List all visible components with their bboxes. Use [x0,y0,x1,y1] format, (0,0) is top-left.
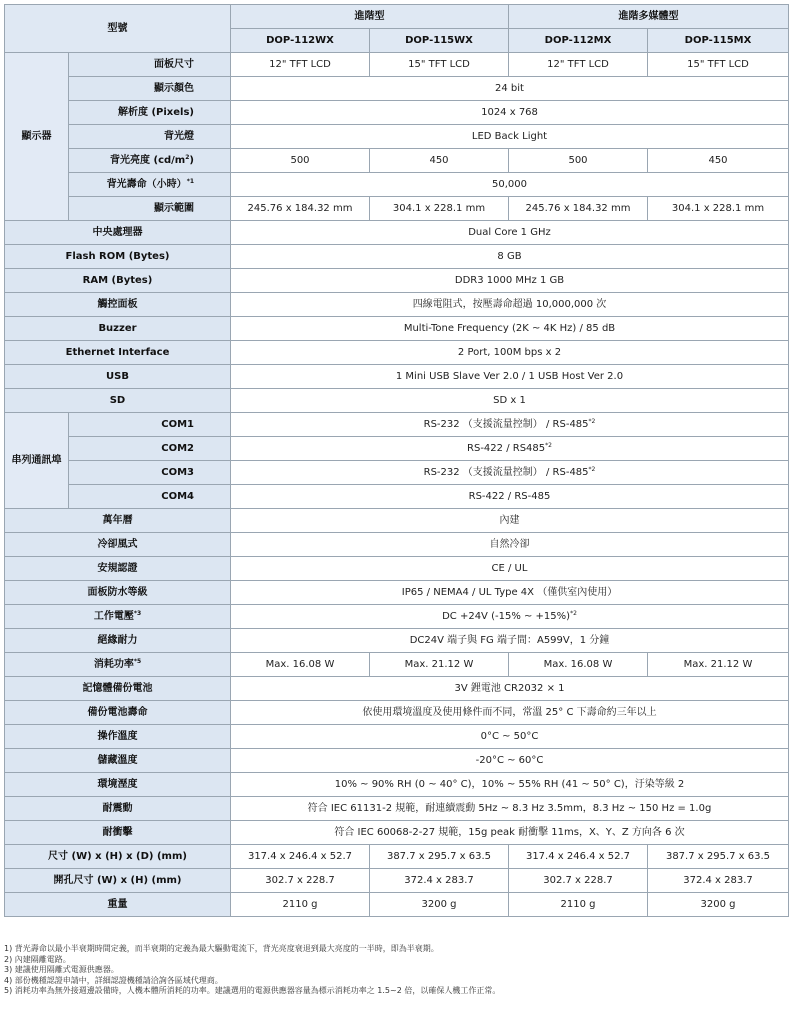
cell-value: SD x 1 [231,389,789,413]
model-name: DOP-115WX [370,29,509,53]
row-label: Buzzer [5,317,231,341]
table-row [5,269,789,293]
cell-value: 內建 [231,509,789,533]
cell-value: CE / UL [231,557,789,581]
table-row [5,845,789,869]
table-row [5,365,789,389]
cell-value: 自然冷卻 [231,533,789,557]
cell-value: 2 Port, 100M bps x 2 [231,341,789,365]
cell-value: 8 GB [231,245,789,269]
footnote: 2) 內建隔離電路。 [4,954,71,964]
cell-value: 15" TFT LCD [370,53,509,77]
table-row [5,581,789,605]
row-label [69,149,231,173]
cell-value: Dual Core 1 GHz [231,221,789,245]
cell-value [231,605,789,629]
cell-value [231,437,789,461]
row-label: 顯示範圍 [69,197,231,221]
cell-value: 3V 鋰電池 CR2032 × 1 [231,677,789,701]
cell-value: 50,000 [231,173,789,197]
row-label: COM1 [69,413,231,437]
table-row [5,341,789,365]
table-row [5,413,789,437]
footnote: 3) 建議使用隔離式電源供應器。 [4,965,119,974]
row-label: 背光燈 [69,125,231,149]
footnote-ref: *2 [588,417,596,425]
cell-value: 1 Mini USB Slave Ver 2.0 / 1 USB Host Ver 2.0 [231,365,789,389]
table-row [5,797,789,821]
table-row [5,509,789,533]
group-label-serial: 串列通訊埠 [5,413,69,509]
table-row [5,389,789,413]
cell-value: IP65 / NEMA4 / UL Type 4X （僅供室內使用） [231,581,789,605]
row-label: 備份電池壽命 [5,701,231,725]
row-label: 解析度 (Pixels) [69,101,231,125]
cell-value: 302.7 x 228.7 [231,869,370,893]
footnote-ref: *2 [588,465,596,473]
table-row [5,101,789,125]
row-label [5,605,231,629]
row-label: 耐震動 [5,797,231,821]
cell-value: DC24V 端子與 FG 端子間：A599V，1 分鐘 [231,629,789,653]
cell-value: 2110 g [231,893,370,917]
cell-value: 304.1 x 228.1 mm [370,197,509,221]
row-label [5,653,231,677]
row-label [69,173,231,197]
table-row [5,893,789,917]
table-row [5,77,789,101]
cell-value: 3200 g [370,893,509,917]
footnote-ref: *2 [570,609,577,617]
table-row [5,557,789,581]
footnote-ref: *1 [186,177,194,185]
cell-value: 3200 g [648,893,789,917]
table-row [5,125,789,149]
row-label-text: 消耗功率 [93,658,134,670]
footnote-ref: 2 [185,153,190,161]
group-label-display: 顯示器 [5,53,69,221]
cell-value: 10% ~ 90% RH (0 ~ 40° C)，10% ~ 55% RH (41 ~ 50° C)，汙染等級 2 [231,773,789,797]
row-label: 記憶體備份電池 [5,677,231,701]
table-row [5,749,789,773]
cell-value: Max. 16.08 W [231,653,370,677]
cell-value: 304.1 x 228.1 mm [648,197,789,221]
row-label: 開孔尺寸 (W) x (H) (mm) [5,869,231,893]
cell-value: 四線電阻式，按壓壽命超過 10,000,000 次 [231,293,789,317]
table-row [5,461,789,485]
spec-table [4,4,789,917]
row-label: Flash ROM (Bytes) [5,245,231,269]
cell-value: 372.4 x 283.7 [648,869,789,893]
cell-value: LED Back Light [231,125,789,149]
table-row [5,437,789,461]
cell-value: 387.7 x 295.7 x 63.5 [648,845,789,869]
table-row [5,317,789,341]
table-row [5,653,789,677]
group-header-multimedia: 進階多媒體型 [509,5,789,29]
cell-value-text: RS-422 / RS485 [467,442,546,454]
footnote: 4) 部份機種認證申請中，詳細認證機種請洽詢各區域代理商。 [4,975,223,985]
row-label: 安規認證 [5,557,231,581]
row-label: 觸控面板 [5,293,231,317]
cell-value: Max. 16.08 W [509,653,648,677]
cell-value: 依使用環境溫度及使用條件而不同，常溫 25° C 下壽命約三年以上 [231,701,789,725]
footnote: 1) 背光壽命以最小半衰期時間定義，而半衰期的定義為最大驅動電流下，背光亮度衰退到最大亮度的一半時，即為半衰期。 [4,944,439,953]
cell-value: 245.76 x 184.32 mm [231,197,370,221]
table-row [5,53,789,77]
cell-value: 12" TFT LCD [509,53,648,77]
row-label: USB [5,365,231,389]
table-row [5,605,789,629]
row-label: 絕緣耐力 [5,629,231,653]
row-label: 冷卻風式 [5,533,231,557]
footnotes [4,944,786,997]
row-label-text: 背光亮度 (cd/m [110,154,186,166]
cell-value: 1024 x 768 [231,101,789,125]
table-row [5,485,789,509]
cell-value: DDR3 1000 MHz 1 GB [231,269,789,293]
row-label: 面板防水等級 [5,581,231,605]
table-row [5,725,789,749]
model-name: DOP-115MX [648,29,789,53]
row-label: COM3 [69,461,231,485]
group-header-advanced: 進階型 [231,5,509,29]
cell-value: 12" TFT LCD [231,53,370,77]
table-row [5,773,789,797]
cell-value-text: RS-232 （支援流量控制） / RS-485 [423,466,589,478]
table-row [5,629,789,653]
table-row [5,701,789,725]
row-label: RAM (Bytes) [5,269,231,293]
cell-value: 387.7 x 295.7 x 63.5 [370,845,509,869]
row-label: 操作溫度 [5,725,231,749]
row-label: 重量 [5,893,231,917]
cell-value-text: DC +24V (-15% ~ +15%) [442,610,571,622]
table-row [5,533,789,557]
cell-value: 500 [231,149,370,173]
cell-value: 450 [370,149,509,173]
footnote: 5) 消耗功率為無外接週邊設備時，人機本體所消耗的功率。建議選用的電源供應器容量為標示消耗功率之 1.5~2 倍，以確保人機工作正常。 [4,986,501,995]
row-label: 面板尺寸 [69,53,231,77]
cell-value-text: RS-232 （支援流量控制） / RS-485 [423,418,589,430]
cell-value: 302.7 x 228.7 [509,869,648,893]
cell-value: 2110 g [509,893,648,917]
footnote-ref: *3 [133,609,142,617]
model-name: DOP-112WX [231,29,370,53]
cell-value: 245.76 x 184.32 mm [509,197,648,221]
footnote-ref: *2 [545,441,552,449]
cell-value: 317.4 x 246.4 x 52.7 [231,845,370,869]
row-label: 中央處理器 [5,221,231,245]
cell-value: 符合 IEC 61131-2 規範，耐連續震動 5Hz ~ 8.3 Hz 3.5mm，8.3 Hz ~ 150 Hz = 1.0g [231,797,789,821]
cell-value [231,461,789,485]
cell-value: 500 [509,149,648,173]
row-label: COM4 [69,485,231,509]
row-label: 環境溼度 [5,773,231,797]
model-name: DOP-112MX [509,29,648,53]
table-row [5,173,789,197]
table-row [5,149,789,173]
row-label: 萬年曆 [5,509,231,533]
row-label-text: 背光壽命（小時） [106,178,187,190]
row-label: COM2 [69,437,231,461]
row-label: 顯示顏色 [69,77,231,101]
cell-value [231,413,789,437]
cell-value: Max. 21.12 W [648,653,789,677]
model-header: 型號 [5,5,231,53]
cell-value: 317.4 x 246.4 x 52.7 [509,845,648,869]
row-label: 耐衝擊 [5,821,231,845]
row-label: 儲藏溫度 [5,749,231,773]
table-row [5,869,789,893]
row-label: Ethernet Interface [5,341,231,365]
cell-value: Multi-Tone Frequency (2K ~ 4K Hz) / 85 dB [231,317,789,341]
table-row [5,221,789,245]
table-row [5,197,789,221]
row-label-text: 工作電壓 [93,610,134,622]
cell-value: 符合 IEC 60068-2-27 規範，15g peak 耐衝擊 11ms，X、Y、Z 方向各 6 次 [231,821,789,845]
row-label: 尺寸 (W) x (H) x (D) (mm) [5,845,231,869]
row-label-suffix: ) [189,154,194,166]
cell-value: 372.4 x 283.7 [370,869,509,893]
footnote-ref: *5 [133,657,142,665]
table-row [5,293,789,317]
cell-value: 450 [648,149,789,173]
cell-value: RS-422 / RS-485 [231,485,789,509]
table-row [5,821,789,845]
table-row [5,245,789,269]
cell-value: 24 bit [231,77,789,101]
row-label: SD [5,389,231,413]
table-row [5,677,789,701]
cell-value: 0°C ~ 50°C [231,725,789,749]
cell-value: -20°C ~ 60°C [231,749,789,773]
cell-value: Max. 21.12 W [370,653,509,677]
cell-value: 15" TFT LCD [648,53,789,77]
